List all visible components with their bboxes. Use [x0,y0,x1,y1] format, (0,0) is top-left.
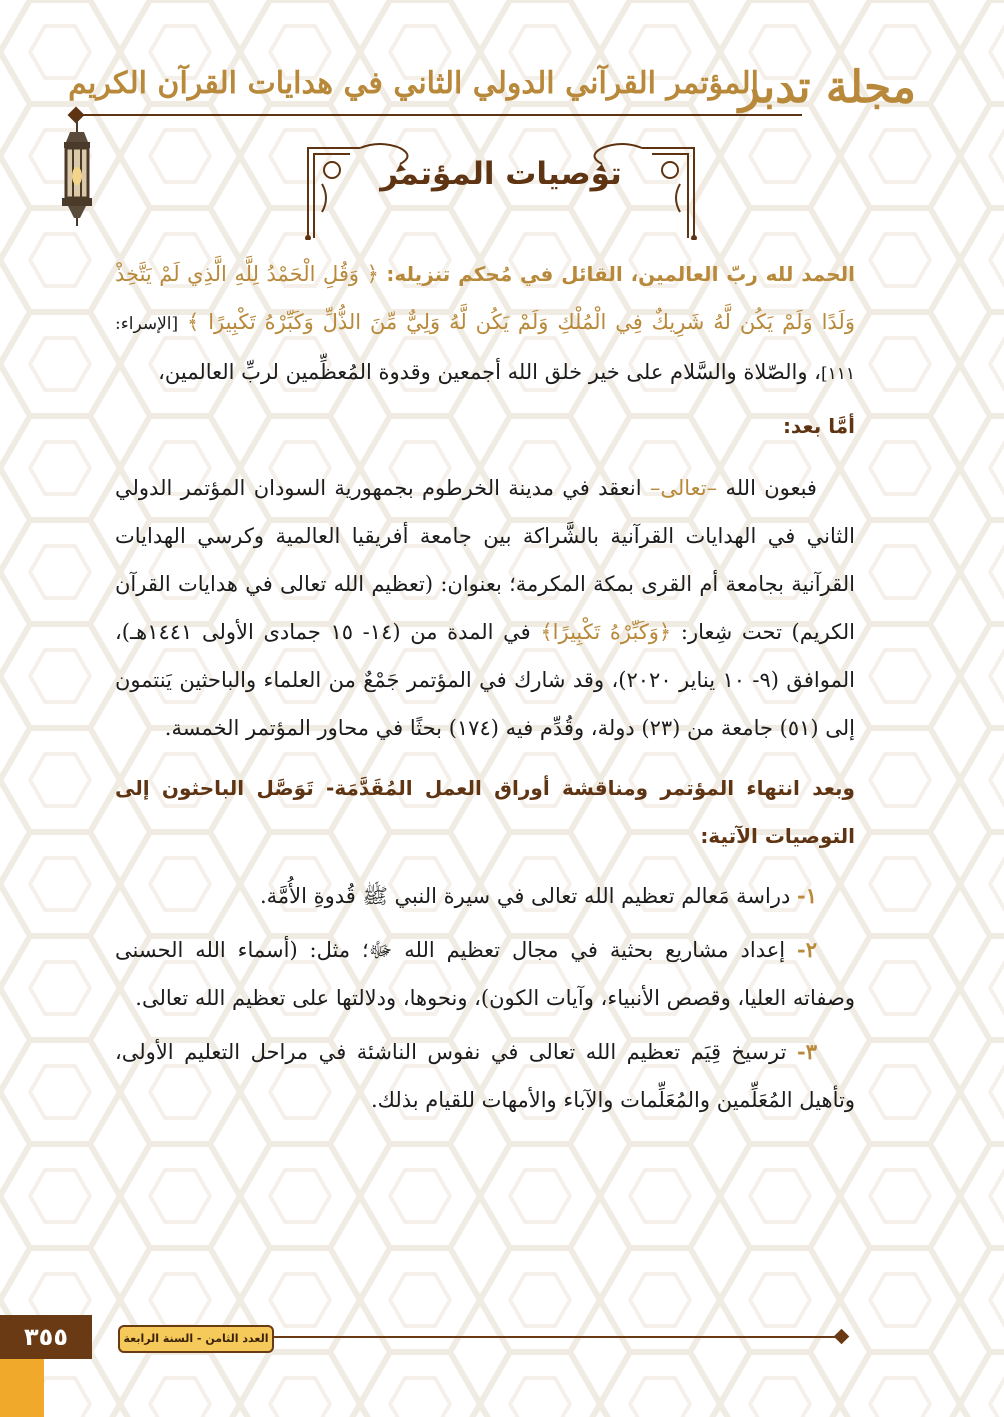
recommendation-item [115,1028,855,1124]
verse-reference: [الإسراء: ١١١] [115,314,855,384]
paragraph1-slogan: ﴿وَكَبِّرْهُ تَكْبِيرًا﴾ [530,620,681,644]
footer-diamond-icon [834,1329,850,1345]
paragraph1-part-b: انعقد في مدينة الخرطوم بجمهورية السودان المؤتمر الدولي الثاني في الهدايات القرآنية بالشَّراكة بين جامعة أفريقيا العالمية وكرسي الهدايات القرآنية بجامعة أم القرى بمكة المكرمة؛ بعنوان: (تعظيم الله تعالى في هدايات القرآن الكريم) تحت شِعار: [115,476,855,644]
header-rule [78,114,802,116]
paragraph1-part-c: في المدة من (١٤- ١٥ جمادى الأولى ١٤٤١هـ)، الموافق (٩- ١٠ يناير ٢٠٢٠)، وقد شارك في المؤتمر جَمْعٌ من العلماء والباحثين يَنتمون إلى (٥١) جامعة من (٢٣) دولة، وقُدِّم فيه (١٧٤) بحثًا في محاور المؤتمر الخمسة. [115,620,855,740]
journal-logo: مجلة تدبر [738,62,916,113]
issue-badge: العدد الثامن - السنة الرابعة [118,1325,274,1353]
title-frame [300,138,702,240]
recommendation-text: إعداد مشاريع بحثية في مجال تعظيم الله ﷻ؛ مثل: (أسماء الله الحسنى وصفاته العليا، وقصص الأنبياء، وآيات الكون)، ونحوها، ودلالتها على تعظيم الله تعالى. [115,938,855,1010]
intro-paragraph [115,250,855,398]
intro-rest: ، والصّلاة والسَّلام على خير خلق الله أجمعين وقدوة المُعظِّمين لربِّ العالمين، [158,360,821,384]
conference-title: المؤتمر القرآني الدولي الثاني في هدايات القرآن الكريم [68,66,759,101]
recommendation-text: دراسة مَعالم تعظيم الله تعالى في سيرة النبي ﷺ قُدوةِ الأُمَّة. [259,884,797,908]
verse-open-bracket: ﴿ [366,262,379,286]
recommendation-text: ترسيخ قِيَم تعظيم الله تعالى في نفوس الناشئة في مراحل التعليم الأولى، وتأهيل المُعَلِّمين والمُعَلِّمات والآباء والأمهات للقيام بذلك. [115,1040,855,1112]
intro-lead: الحمد لله ربّ العالمين، القائل في مُحكم تنزيله: [386,262,855,286]
verse-close-bracket: ﴾ [187,310,200,334]
recommendation-item [115,926,855,1022]
page-title: توصيات المؤتمر [380,156,622,192]
quran-verse: وَقُلِ الْحَمْدُ لِلَّهِ الَّذِي لَمْ يَتَّخِذْ وَلَدًا وَلَمْ يَكُن لَّهُ شَرِيكٌ فِي الْمُلْكِ وَلَمْ يَكُن لَّهُ وَلِيٌّ مِّنَ الذُّلِّ وَكَبِّرْهُ تَكْبِيرًا [115,262,855,334]
amma-baad-heading: أمَّا بعد: [782,414,855,438]
footer-rule [272,1336,840,1338]
conference-paragraph [115,464,855,752]
transition-heading: وبعد انتهاء المؤتمر ومناقشة أوراق العمل المُقَدَّمَة- تَوَصَّل الباحثون إلى التوصيات الآتية: [115,776,855,848]
recommendation-number: ٣- [797,1039,817,1064]
recommendation-item [115,872,855,920]
recommendation-number: ١- [797,883,817,908]
header [0,0,1004,140]
paragraph1-part-a: فبعون الله [725,476,817,500]
page-number: ٣٥٥ [0,1315,92,1359]
paragraph1-accent: –تعالى– [641,476,726,500]
recommendation-number: ٢- [797,937,817,962]
lantern-icon [52,118,102,228]
article-body [115,250,855,1124]
